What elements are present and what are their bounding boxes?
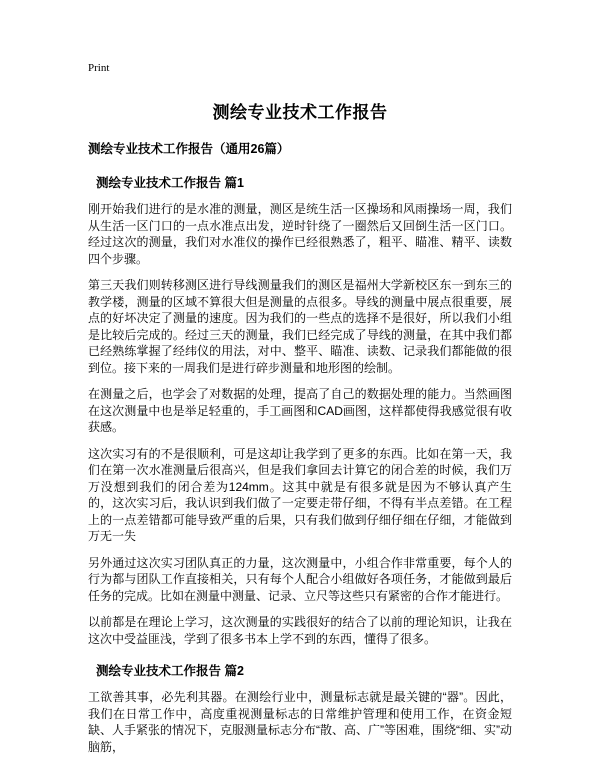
paragraph: 这次实习有的不是很顺利，可是这却让我学到了更多的东西。比如在第一天，我们在第一次水准测量后很高兴，但是我们拿回去计算它的闭合差的时候，我们万万没想到我们的闭合差为124mm。这其中就是有很多就是因为不够认真产生的，这次实习后，我认识到我们做了一定要走带仔细，不得有半点差错。在工程上的一点差错都可能导致严重的后果，只有我们做到仔细仔细在仔细，才能做到万无一失 [88,446,512,543]
print-button[interactable]: Print [88,62,110,74]
paragraph: 刚开始我们进行的是水准的测量，测区是统生活一区操场和风雨操场一周，我们从生活一区门口的一点水准点出发，逆时针绕了一圈然后又回倒生活一区门口。经过这次的测量，我们对水准仪的操作已经很熟悉了，粗平、瞄准、精平、读数四个步骤。 [88,202,512,266]
section-2 [88,661,512,755]
section-1-heading: 测绘专业技术工作报告 篇1 [96,176,244,190]
paragraph: 第三天我们则转移测区进行导线测量我们的测区是福州大学新校区东一到东三的教学楼，测量的区域不算很大但是测量的点很多。导线的测量中展点很重要，展点的好坏决定了测量的速度。因为我们的一些点的选择不是很好，所以我们小组是比较后完成的。经过三天的测量，我们已经完成了导线的测量，在其中我们都已经熟练掌握了经纬仪的用法，对中、整平、瞄准、读数、记录我们都能做的很到位。接下来的一周我们是进行碎步测量和地形图的绘制。 [88,278,512,375]
page-subtitle: 测绘专业技术工作报告（通用26篇） [88,142,290,156]
paragraph: 以前都是在理论上学习，这次测量的实践很好的结合了以前的理论知识，让我在这次中受益匪浅，学到了很多书本上学不到的东西，懂得了很多。 [88,615,512,646]
paragraph: 在测量之后，也学会了对数据的处理，提高了自己的数据处理的能力。当然画图在这次测量中也是举足轻重的，手工画图和CAD画图，这样都使得我感觉很有收获感。 [88,387,512,434]
section-2-heading: 测绘专业技术工作报告 篇2 [96,664,244,678]
page-title: 测绘专业技术工作报告 [212,103,388,122]
paragraph: 另外通过这次实习团队真正的力量，这次测量中，小组合作非常重要，每个人的行为都与团队工作直接相关，只有每个人配合小组做好各项任务，才能做到最后任务的完成。比如在测量中测量、记录、立尺等这些只有紧密的合作才能进行。 [88,555,512,603]
section-1 [88,173,512,647]
paragraph: 工欲善其事，必先利其器。在测绘行业中，测量标志就是最关键的“器”。因此，我们在日常工作中，高度重视测量标志的日常维护管理和使用工作，在资金短缺、人手紧张的情况下，克服测量标志分布“散、高、广”等困难，围绕“细、实”动脑筋， [88,690,512,754]
